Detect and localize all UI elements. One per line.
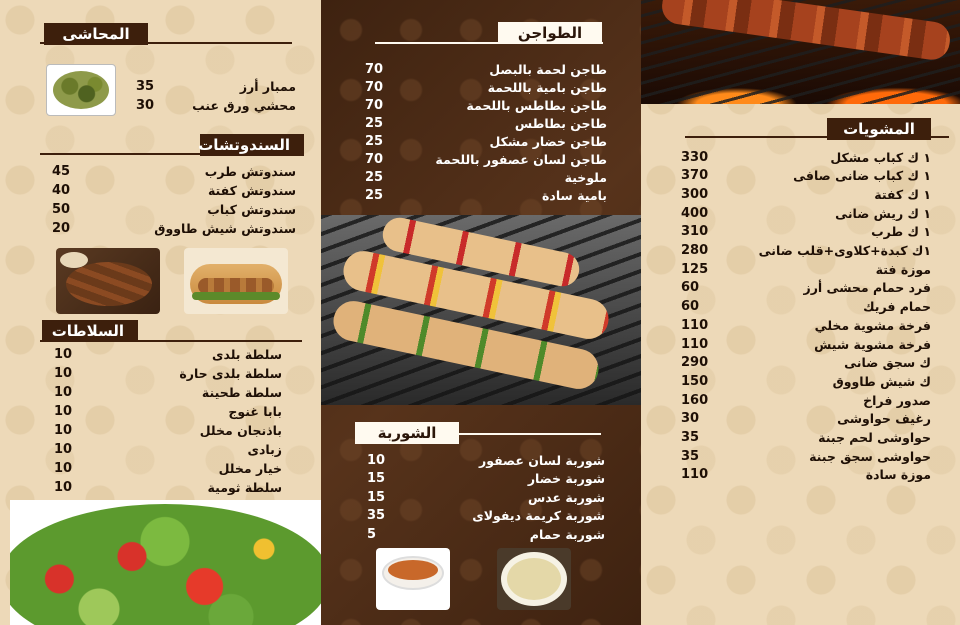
menu-item-name: شوربة حمام (529, 526, 605, 542)
menu-item-price: 10 (54, 403, 73, 419)
lentil-soup-bowl-photo (376, 548, 450, 610)
menu-item-price: 70 (365, 151, 384, 167)
mahashi-title: المحاشى (44, 23, 148, 45)
sandwiches-title: السندوتشات (200, 134, 304, 156)
menu-item-row (0, 96, 321, 114)
menu-item-row (0, 421, 321, 439)
menu-item-row (641, 185, 960, 203)
middle-panel (321, 0, 641, 625)
menu-item-row (641, 298, 960, 316)
menu-item-price: 50 (52, 201, 71, 217)
menu-item-row (0, 219, 321, 237)
menu-item-price: 110 (681, 336, 709, 352)
menu-item-name: بامية سادة (542, 187, 607, 203)
menu-item-price: 40 (52, 182, 71, 198)
menu-item-row (321, 525, 641, 543)
menu-item-price: 25 (365, 115, 384, 131)
menu-item-price: 15 (367, 489, 386, 505)
menu-item-name: موزة فتة (875, 261, 931, 277)
menu-item-name: فرخة مشوية شيش (814, 336, 931, 352)
cream-soup-bowl-photo (497, 548, 571, 610)
menu-item-row (321, 78, 641, 96)
menu-item-name: سندوتش شيش طاووق (154, 220, 296, 236)
menu-item-name: فرخة مشوية مخلي (814, 317, 931, 333)
menu-item-price: 60 (681, 280, 700, 296)
menu-item-price: 300 (681, 186, 709, 202)
menu-item-price: 10 (54, 422, 73, 438)
menu-item-name: طاجن بطاطس باللحمة (466, 97, 607, 113)
menu-item-name: شوربة خضار (527, 471, 605, 486)
menu-item-price: 10 (54, 346, 73, 362)
menu-item-price: 370 (681, 168, 709, 184)
menu-item-name: سندوتش طرب (204, 163, 296, 179)
menu-item-price: 10 (54, 365, 73, 381)
menu-item-name: ملوخية (564, 169, 607, 185)
menu-item-row (0, 200, 321, 218)
menu-item-row (321, 488, 641, 506)
menu-item-row (641, 466, 960, 484)
menu-item-name: شوربة لسان عصفور (479, 452, 605, 468)
menu-item-row (321, 186, 641, 204)
menu-item-row (641, 279, 960, 297)
menu-item-name: ك سجق ضانى (844, 355, 931, 371)
menu-item-price: 150 (681, 373, 709, 389)
menu-item-price: 60 (681, 299, 700, 315)
menu-item-name: فرد حمام محشى أرز (803, 280, 931, 296)
menu-item-row (641, 391, 960, 409)
menu-item-name: طاجن بامية باللحمة (487, 79, 607, 95)
menu-item-row (0, 77, 321, 95)
menu-item-name: باذنجان مخلل (199, 422, 282, 438)
menu-item-row (641, 429, 960, 447)
menu-item-price: 15 (367, 471, 386, 486)
menu-item-row (641, 148, 960, 166)
menu-item-name: طاجن بطاطس (514, 115, 607, 131)
grills-title: المشويات (827, 118, 931, 140)
menu-item-name: موزة سادة (865, 467, 931, 483)
menu-item-name: سلطة ثومية (207, 479, 282, 495)
menu-item-name: شوربة كريمة ديفولاى (472, 508, 605, 523)
grilled-kofta-plate-photo (56, 248, 160, 314)
menu-item-name: سلطة بلدى حارة (179, 365, 282, 381)
menu-item-name: حمام فريك (863, 299, 931, 315)
menu-item-row (0, 345, 321, 363)
menu-item-row (321, 470, 641, 488)
menu-item-name: خيار مخلل (218, 460, 282, 476)
menu-item-row (0, 478, 321, 496)
menu-item-price: 290 (681, 355, 709, 371)
menu-item-name: طاجن لسان عصفور باللحمة (435, 151, 607, 167)
right-panel (641, 0, 960, 625)
green-salad-photo (10, 500, 321, 625)
menu-item-name: ١ ك كباب مشكل (830, 149, 931, 165)
menu-item-row (641, 260, 960, 278)
soups-title: الشوربة (355, 422, 459, 444)
menu-item-price: 110 (681, 467, 709, 483)
menu-item-name: طاجن خضار مشكل (489, 133, 607, 149)
menu-item-name: رغيف حواوشى (837, 411, 931, 427)
menu-item-row (641, 204, 960, 222)
menu-item-name: ١ ك كباب ضانى صافى (793, 168, 931, 184)
menu-item-name: ك شيش طاووق (832, 373, 931, 389)
chicken-skewers-photo (321, 215, 641, 405)
menu-item-name: بابا غنوج (228, 403, 282, 419)
menu-item-name: ١ ك ريش ضانى (835, 205, 931, 221)
menu-item-price: 35 (681, 430, 700, 445)
menu-item-row (641, 372, 960, 390)
shawarma-sandwich-photo (184, 248, 288, 314)
menu-item-price: 70 (365, 61, 384, 77)
menu-item-price: 280 (681, 243, 709, 258)
menu-item-row (0, 402, 321, 420)
menu-item-row (641, 447, 960, 465)
menu-item-price: 110 (681, 317, 709, 333)
menu-item-price: 400 (681, 205, 709, 221)
menu-item-price: 35 (681, 448, 700, 464)
menu-item-name: شوربة عدس (528, 489, 605, 505)
menu-item-row (0, 181, 321, 199)
menu-item-price: 125 (681, 261, 709, 277)
menu-item-price: 35 (136, 78, 155, 94)
menu-item-row (321, 451, 641, 469)
menu-item-row (321, 114, 641, 132)
menu-item-price: 160 (681, 392, 709, 408)
menu-item-name: زبادى (247, 441, 282, 457)
menu-item-row (0, 364, 321, 382)
left-panel (0, 0, 321, 625)
menu-item-row (641, 242, 960, 260)
menu-item-row (321, 60, 641, 78)
menu-item-name: طاجن لحمة بالبصل (489, 61, 607, 77)
menu-item-price: 10 (54, 441, 73, 457)
menu-item-price: 35 (367, 508, 386, 523)
menu-item-name: ١ك كبدة+كلاوى+قلب ضانى (758, 243, 931, 258)
menu-item-row (321, 132, 641, 150)
tawajen-title: الطواجن (498, 22, 602, 44)
menu-item-price: 30 (136, 97, 155, 113)
menu-item-price: 10 (54, 460, 73, 476)
menu-item-row (321, 96, 641, 114)
menu-item-row (321, 168, 641, 186)
salads-title: السلاطات (42, 320, 138, 342)
menu-item-price: 25 (365, 187, 384, 203)
menu-item-name: صدور فراخ (863, 392, 931, 408)
menu-item-name: ١ ك كفتة (874, 186, 931, 202)
menu-item-row (0, 162, 321, 180)
menu-item-price: 20 (52, 220, 71, 236)
menu-item-name: سلطة طحينة (201, 384, 282, 400)
menu-item-row (641, 354, 960, 372)
grilled-meat-banner-photo (641, 0, 960, 104)
menu-item-row (0, 383, 321, 401)
menu-item-row (641, 167, 960, 185)
menu-item-name: سلطة بلدى (212, 346, 282, 362)
menu-item-price: 70 (365, 79, 384, 95)
menu-item-row (321, 150, 641, 168)
menu-item-name: محشي ورق عنب (192, 97, 296, 113)
menu-item-name: حواوشى سجق جبنة (809, 448, 931, 464)
menu-item-name: ١ ك طرب (871, 224, 931, 240)
menu-item-price: 25 (365, 169, 384, 185)
menu-item-row (641, 410, 960, 428)
menu-item-price: 10 (54, 384, 73, 400)
menu-item-price: 70 (365, 97, 384, 113)
menu-item-name: حواوشى لحم جبنة (818, 430, 931, 445)
menu-item-row (0, 440, 321, 458)
menu-item-row (641, 223, 960, 241)
menu-item-row (0, 459, 321, 477)
menu-item-name: سندوتش كباب (207, 201, 296, 217)
menu-item-row (641, 335, 960, 353)
menu-item-name: سندوتش كفتة (207, 182, 296, 198)
menu-item-row (641, 316, 960, 334)
menu-item-price: 310 (681, 224, 709, 240)
menu-item-price: 30 (681, 411, 700, 427)
menu-item-row (321, 507, 641, 525)
menu-item-name: ممبار أرز (239, 78, 296, 94)
menu-item-price: 10 (54, 479, 73, 495)
menu-item-price: 45 (52, 163, 71, 179)
menu-item-price: 330 (681, 149, 709, 165)
menu-item-price: 25 (365, 133, 384, 149)
menu-item-price: 10 (367, 452, 386, 468)
menu-item-price: 5 (367, 526, 377, 542)
